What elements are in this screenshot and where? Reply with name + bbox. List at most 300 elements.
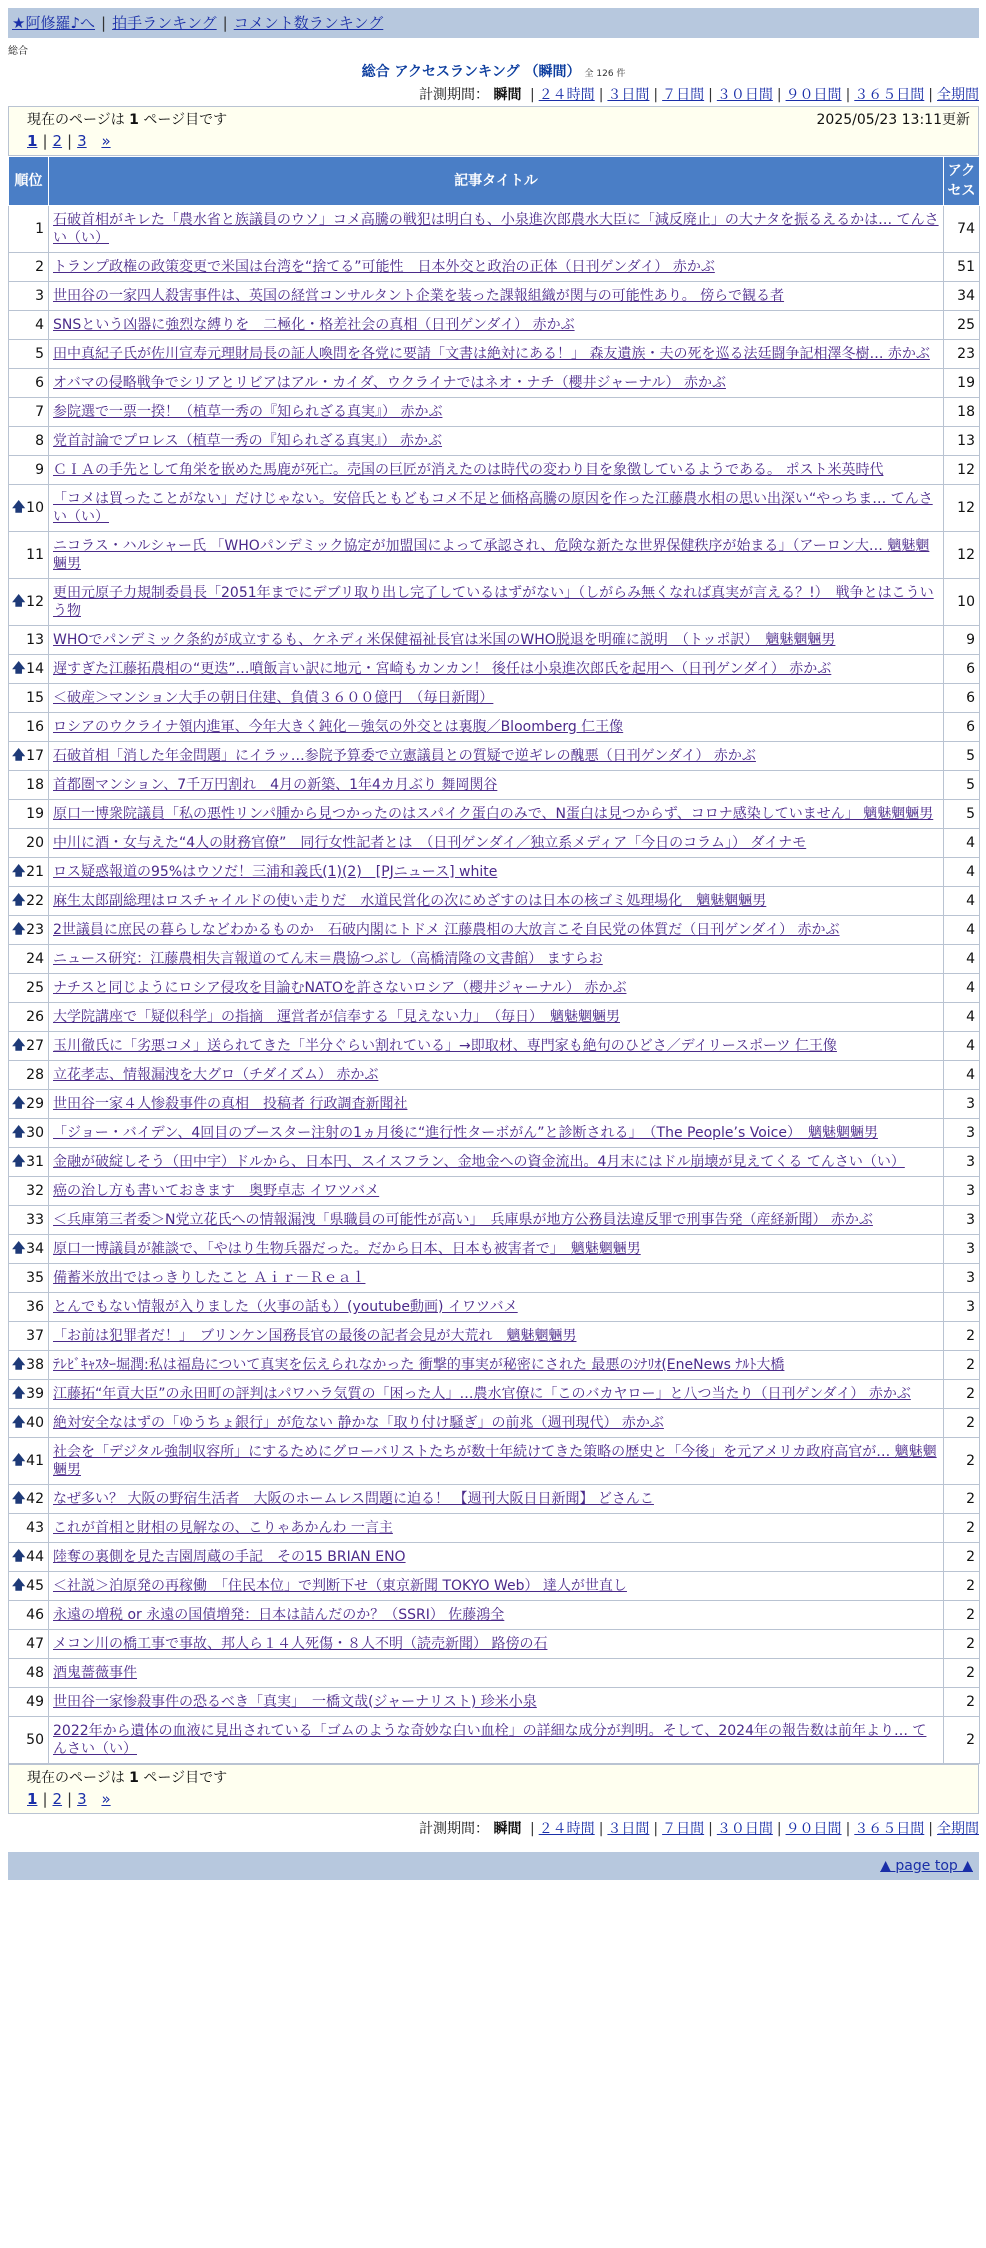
article-title-link[interactable]: 陸奪の裏側を見た吉園周蔵の手記 その15 BRIAN ENO bbox=[53, 1549, 406, 1565]
period-link[interactable]: ３０日間 bbox=[716, 87, 773, 103]
table-row bbox=[9, 771, 980, 800]
title-cell bbox=[49, 1293, 944, 1322]
access-count: 23 bbox=[944, 340, 980, 369]
rank-number: 2 bbox=[35, 259, 44, 275]
access-count: 13 bbox=[944, 427, 980, 456]
rank-number: 8 bbox=[35, 433, 44, 449]
article-title-link[interactable]: 立花孝志、情報漏洩を大グロ（チダイズム） 赤かぶ bbox=[53, 1067, 379, 1083]
period-current: 瞬間 bbox=[493, 1821, 522, 1837]
period-links-bottom bbox=[526, 1821, 979, 1837]
page-link-2[interactable]: 2 bbox=[52, 1790, 63, 1808]
up-arrow-icon: 🡅 bbox=[12, 893, 26, 908]
period-link[interactable]: ７日間 bbox=[662, 87, 705, 103]
title-cell bbox=[49, 1206, 944, 1235]
period-link[interactable]: ９０日間 bbox=[785, 87, 842, 103]
access-count: 2 bbox=[944, 1380, 980, 1409]
rank-number: 44 bbox=[26, 1549, 44, 1565]
table-row bbox=[9, 1235, 980, 1264]
title-cell bbox=[49, 1003, 944, 1032]
article-title-link[interactable]: 石破首相がキレた「農水省と族議員のウソ」コメ高騰の戦犯は明白も、小泉進次郎農水大臣に「減反廃止」の大ナタを振るえるかは… てんさい（い） bbox=[53, 212, 939, 246]
table-row bbox=[9, 485, 980, 532]
rank-number: 3 bbox=[35, 288, 44, 304]
article-title-link[interactable]: 石破首相「消した年金問題」にイラッ…参院予算委で立憲議員との質疑で逆ギレの醜悪（日刊ゲンダイ） 赤かぶ bbox=[53, 748, 756, 764]
rank-cell bbox=[9, 398, 49, 427]
nav-link-home[interactable]: ★阿修羅♪へ bbox=[12, 14, 96, 32]
rank-number: 13 bbox=[26, 632, 44, 648]
article-title-link[interactable]: ニコラス・ハルシャー氏 「WHOパンデミック協定が加盟国によって承認され、危険な新たな世界保健秩序が始まる」（アーロン大… 魑魅魍魎男 bbox=[53, 538, 930, 572]
article-title-link[interactable]: 田中真紀子氏が佐川宣寿元理財局長の証人喚問を各党に要請「文書は絶対にある！」 森友遺族・夫の死を巡る法廷闘争記相澤冬樹… 赤かぶ bbox=[53, 346, 930, 362]
rank-number: 47 bbox=[26, 1636, 44, 1652]
rank-cell bbox=[9, 626, 49, 655]
page-top-link[interactable]: ▲ page top ▲ bbox=[880, 1858, 973, 1874]
period-separator: | bbox=[708, 87, 713, 103]
title-cell bbox=[49, 311, 944, 340]
up-arrow-icon: 🡅 bbox=[12, 500, 26, 515]
col-header-count: アクセス bbox=[944, 157, 980, 206]
article-title-link[interactable]: SNSという凶器に強烈な縛りを 二極化・格差社会の真相（日刊ゲンダイ） 赤かぶ bbox=[53, 317, 575, 333]
article-title-link[interactable]: ＜兵庫第三者委＞N党立花氏への情報漏洩「県職員の可能性が高い」 兵庫県が地方公務員法違反罪で刑事告発（産経新聞） 赤かぶ bbox=[53, 1212, 873, 1228]
table-row bbox=[9, 945, 980, 974]
article-title-link[interactable]: ＣＩＡの手先として角栄を嵌めた馬鹿が死亡。売国の巨匠が消えたのは時代の変わり目を象徴しているようである。 ポスト米英時代 bbox=[53, 462, 884, 478]
period-links-top bbox=[526, 87, 979, 103]
access-count: 3 bbox=[944, 1235, 980, 1264]
rank-number: 45 bbox=[26, 1578, 44, 1594]
article-title-link[interactable]: 絶対安全なはずの「ゆうちょ銀行」が危ない 静かな「取り付け騒ぎ」の前兆（週刊現代） 赤かぶ bbox=[53, 1415, 664, 1431]
page-links-top bbox=[27, 130, 970, 152]
rank-number: 16 bbox=[26, 719, 44, 735]
access-count: 4 bbox=[944, 1061, 980, 1090]
access-count: 9 bbox=[944, 626, 980, 655]
rank-number: 41 bbox=[26, 1453, 44, 1469]
rank-cell bbox=[9, 916, 49, 945]
article-title-link[interactable]: 金融が破綻しそう（田中宇）ドルから、日本円、スイスフラン、金地金への資金流出。4月末にはドル崩壊が見えてくる てんさい（い） bbox=[53, 1154, 905, 1170]
title-cell bbox=[49, 1322, 944, 1351]
rank-number: 32 bbox=[26, 1183, 44, 1199]
top-nav-bar bbox=[8, 8, 979, 38]
article-title-link[interactable]: ロス疑惑報道の95%はウソだ！三浦和義氏(1)(2) [PJニュース] white bbox=[53, 864, 498, 880]
table-row bbox=[9, 253, 980, 282]
title-cell bbox=[49, 742, 944, 771]
page-link-1[interactable]: 1 bbox=[27, 1790, 38, 1808]
rank-cell bbox=[9, 253, 49, 282]
col-header-rank: 順位 bbox=[9, 157, 49, 206]
period-link[interactable]: ２４時間 bbox=[538, 1821, 595, 1837]
period-separator: | bbox=[708, 1821, 713, 1837]
rank-cell bbox=[9, 829, 49, 858]
period-separator: | bbox=[928, 1821, 933, 1837]
rank-number: 50 bbox=[26, 1732, 44, 1748]
period-link[interactable]: ９０日間 bbox=[785, 1821, 842, 1837]
rank-cell bbox=[9, 369, 49, 398]
rank-cell bbox=[9, 456, 49, 485]
rank-cell bbox=[9, 427, 49, 456]
table-row bbox=[9, 1543, 980, 1572]
table-row bbox=[9, 887, 980, 916]
title-cell bbox=[49, 398, 944, 427]
article-title-link[interactable]: ナチスと同じようにロシア侵攻を目論むNATOを許さないロシア（櫻井ジャーナル） 赤かぶ bbox=[53, 980, 627, 996]
rank-cell bbox=[9, 713, 49, 742]
period-separator: | bbox=[845, 87, 851, 103]
table-row bbox=[9, 829, 980, 858]
period-separator: | bbox=[598, 1821, 604, 1837]
title-cell bbox=[49, 369, 944, 398]
article-title-link[interactable]: ＜破産＞マンション大手の朝日住建、負債３６００億円 （毎日新聞） bbox=[53, 690, 494, 706]
table-row bbox=[9, 1177, 980, 1206]
title-cell bbox=[49, 655, 944, 684]
title-cell bbox=[49, 1659, 944, 1688]
table-row bbox=[9, 1032, 980, 1061]
title-cell bbox=[49, 456, 944, 485]
title-cell bbox=[49, 1717, 944, 1764]
article-title-link[interactable]: 備蓄米放出ではっきりしたこと Ａｉｒ－Ｒｅａｌ bbox=[53, 1270, 366, 1286]
page-link-1[interactable]: 1 bbox=[27, 132, 38, 150]
rank-number: 28 bbox=[26, 1067, 44, 1083]
article-title-link[interactable]: ロシアのウクライナ領内進軍、今年大きく鈍化－強気の外交とは裏腹／Bloomberg 仁王像 bbox=[53, 719, 624, 735]
rank-cell bbox=[9, 1293, 49, 1322]
rank-cell bbox=[9, 1264, 49, 1293]
rank-cell bbox=[9, 1601, 49, 1630]
rank-number: 9 bbox=[35, 462, 44, 478]
rank-cell bbox=[9, 1630, 49, 1659]
article-title-link[interactable]: 世田谷の一家四人殺害事件は、英国の経営コンサルタント企業を装った課報組織が関与の可能性あり。 傍らで観る者 bbox=[53, 288, 785, 304]
up-arrow-icon: 🡅 bbox=[12, 1241, 26, 1256]
period-separator: | bbox=[653, 87, 659, 103]
rank-cell bbox=[9, 340, 49, 369]
title-cell bbox=[49, 1543, 944, 1572]
table-row bbox=[9, 1119, 980, 1148]
period-link[interactable]: ３０日間 bbox=[716, 1821, 773, 1837]
article-title-link[interactable]: 中川に酒・女与えた“4人の財務官僚” 同行女性記者とは （日刊ゲンダイ／独立系メディア「今日のコラム」） ダイナモ bbox=[53, 835, 807, 851]
article-title-link[interactable]: 首都圏マンション、7千万円割れ 4月の新築、1年4カ月ぶり 舞岡関谷 bbox=[53, 777, 498, 793]
article-title-link[interactable]: 江藤拓“年貢大臣”の永田町の評判はパワハラ気質の「困った人」…農水官僚に「このバカヤロー」と八つ当たり（日刊ゲンダイ） 赤かぶ bbox=[53, 1386, 911, 1402]
article-title-link[interactable]: とんでもない情報が入りました（火事の話も）(youtube動画) イワツバメ bbox=[53, 1299, 518, 1315]
rank-cell bbox=[9, 887, 49, 916]
rank-number: 1 bbox=[35, 221, 44, 237]
title-cell bbox=[49, 945, 944, 974]
article-title-link[interactable]: 遅すぎた江藤拓農相の“更迭”…噴飯言い訳に地元・宮崎もカンカン！ 後任は小泉進次郎氏を起用へ（日刊ゲンダイ） 赤かぶ bbox=[53, 661, 832, 677]
access-count: 4 bbox=[944, 887, 980, 916]
table-row bbox=[9, 1264, 980, 1293]
rank-number: 11 bbox=[26, 547, 44, 563]
access-count: 4 bbox=[944, 829, 980, 858]
table-row bbox=[9, 579, 980, 626]
access-count: 2 bbox=[944, 1659, 980, 1688]
article-title-link[interactable]: 「お前は犯罪者だ！」 ブリンケン国務長官の最後の記者会見が大荒れ 魑魅魍魎男 bbox=[53, 1328, 577, 1344]
ranking-table bbox=[8, 156, 980, 1764]
rank-cell bbox=[9, 800, 49, 829]
rank-number: 46 bbox=[26, 1607, 44, 1623]
period-link[interactable]: ３６５日間 bbox=[854, 87, 925, 103]
article-title-link[interactable]: 世田谷一家惨殺事件の恐るべき「真実」 一橋文哉(ジャーナリスト) 珍米小泉 bbox=[53, 1694, 537, 1710]
up-arrow-icon: 🡅 bbox=[12, 922, 26, 937]
title-cell bbox=[49, 1485, 944, 1514]
title-cell bbox=[49, 1119, 944, 1148]
access-count: 51 bbox=[944, 253, 980, 282]
period-link[interactable]: ２４時間 bbox=[538, 87, 595, 103]
access-count: 6 bbox=[944, 684, 980, 713]
article-title-link[interactable]: 麻生太郎副総理はロスチャイルドの使い走りだ 水道民営化の次にめざすのは日本の核ゴミ処理場化 魑魅魍魎男 bbox=[53, 893, 767, 909]
rank-number: 30 bbox=[26, 1125, 44, 1141]
period-link[interactable]: ７日間 bbox=[662, 1821, 705, 1837]
next-page-link[interactable]: » bbox=[101, 1790, 111, 1808]
table-row bbox=[9, 713, 980, 742]
table-row bbox=[9, 340, 980, 369]
access-count: 5 bbox=[944, 800, 980, 829]
period-current: 瞬間 bbox=[493, 87, 522, 103]
rank-number: 20 bbox=[26, 835, 44, 851]
title-cell bbox=[49, 800, 944, 829]
article-title-link[interactable]: 党首討論でプロレス（植草一秀の『知られざる真実』） 赤かぶ bbox=[53, 433, 443, 449]
article-title-link[interactable]: ＜社説＞泊原発の再稼働 「住民本位」で判断下せ（東京新聞 TOKYO Web） 達人が世直し bbox=[53, 1578, 627, 1594]
article-title-link[interactable]: トランプ政権の政策変更で米国は台湾を“捨てる”可能性 日本外交と政治の正体（日刊ゲンダイ） 赤かぶ bbox=[53, 259, 715, 275]
title-cell bbox=[49, 1351, 944, 1380]
rank-cell bbox=[9, 771, 49, 800]
rank-cell bbox=[9, 1090, 49, 1119]
period-label: 計測期間： bbox=[419, 87, 490, 103]
page-separator-space bbox=[92, 132, 97, 150]
table-row bbox=[9, 858, 980, 887]
rank-cell bbox=[9, 1148, 49, 1177]
table-row bbox=[9, 1572, 980, 1601]
title-cell bbox=[49, 427, 944, 456]
page-separator: | bbox=[42, 132, 48, 150]
table-row bbox=[9, 369, 980, 398]
nav-link-applause-ranking[interactable]: 拍手ランキング bbox=[112, 14, 217, 32]
title-cell bbox=[49, 829, 944, 858]
period-separator: | bbox=[529, 87, 535, 103]
rank-cell bbox=[9, 1119, 49, 1148]
rank-number: 10 bbox=[26, 500, 44, 516]
table-row bbox=[9, 1438, 980, 1485]
access-count: 6 bbox=[944, 655, 980, 684]
rank-cell bbox=[9, 1514, 49, 1543]
article-title-link[interactable]: ニュース研究：江藤農相失言報道のてん末＝農協つぶし（高橋清隆の文書館） ますらお bbox=[53, 951, 603, 967]
article-title-link[interactable]: 社会を「デジタル強制収容所」にするためにグローバリストたちが数十年続けてきた策略の歴史と「今後」を元アメリカ政府高官が… 魑魅魍魎男 bbox=[53, 1444, 937, 1478]
article-title-link[interactable]: 永遠の増税 or 永遠の国債増発：日本は詰んだのか？（SSRI） 佐藤鴻全 bbox=[53, 1607, 505, 1623]
access-count: 3 bbox=[944, 1206, 980, 1235]
rank-number: 42 bbox=[26, 1491, 44, 1507]
title-cell bbox=[49, 579, 944, 626]
article-title-link[interactable]: 更田元原子力規制委員長「2051年までにデブリ取り出し完了しているはずがない」（しがらみ無くなれば真実が言える？!） 戦争とはこういう物 bbox=[53, 585, 934, 619]
rank-cell bbox=[9, 1380, 49, 1409]
rank-number: 33 bbox=[26, 1212, 44, 1228]
title-cell bbox=[49, 1514, 944, 1543]
page bbox=[8, 8, 979, 1880]
rank-number: 29 bbox=[26, 1096, 44, 1112]
up-arrow-icon: 🡅 bbox=[12, 1096, 26, 1111]
access-count: 34 bbox=[944, 282, 980, 311]
footer-bar bbox=[8, 1852, 979, 1880]
access-count: 3 bbox=[944, 1119, 980, 1148]
title-cell bbox=[49, 1032, 944, 1061]
access-count: 4 bbox=[944, 945, 980, 974]
access-count: 2 bbox=[944, 1322, 980, 1351]
page-link-2[interactable]: 2 bbox=[52, 132, 63, 150]
current-page-text: 現在のページは 1 ページ目です bbox=[27, 1770, 228, 1786]
rank-cell bbox=[9, 1322, 49, 1351]
access-count: 3 bbox=[944, 1264, 980, 1293]
table-row bbox=[9, 916, 980, 945]
period-selector-top bbox=[8, 84, 979, 106]
article-title-link[interactable]: 2022年から遺体の血液に見出されている「ゴムのような奇妙な白い血栓」の詳細な成分が判明。そして、2024年の報告数は前年より… てんさい（い） bbox=[53, 1723, 927, 1757]
rank-cell bbox=[9, 579, 49, 626]
up-arrow-icon: 🡅 bbox=[12, 864, 26, 879]
rank-number: 49 bbox=[26, 1694, 44, 1710]
period-link[interactable]: ３６５日間 bbox=[854, 1821, 925, 1837]
rank-number: 31 bbox=[26, 1154, 44, 1170]
article-title-link[interactable]: 参院選で一票一揆！（植草一秀の『知られざる真実』） 赤かぶ bbox=[53, 404, 443, 420]
title-cell bbox=[49, 713, 944, 742]
period-separator: | bbox=[653, 1821, 659, 1837]
period-separator: | bbox=[776, 1821, 782, 1837]
access-count: 3 bbox=[944, 1148, 980, 1177]
article-title-link[interactable]: 酒鬼薔薇事件 bbox=[53, 1665, 137, 1681]
table-row bbox=[9, 456, 980, 485]
table-row bbox=[9, 532, 980, 579]
rank-number: 4 bbox=[35, 317, 44, 333]
up-arrow-icon: 🡅 bbox=[12, 1357, 26, 1372]
article-title-link[interactable]: 世田谷一家４人惨殺事件の真相 投稿者 行政調査新聞社 bbox=[53, 1096, 408, 1112]
access-count: 3 bbox=[944, 1293, 980, 1322]
rank-number: 40 bbox=[26, 1415, 44, 1431]
table-row bbox=[9, 1061, 980, 1090]
table-row bbox=[9, 684, 980, 713]
article-title-link[interactable]: 2世議員に庶民の暮らしなどわかるものか 石破内閣にトドメ 江藤農相の大放言こそ自民党の体質だ（日刊ゲンダイ） 赤かぶ bbox=[53, 922, 840, 938]
access-count: 2 bbox=[944, 1717, 980, 1764]
page-link-3[interactable]: 3 bbox=[77, 1790, 87, 1808]
rank-number: 5 bbox=[35, 346, 44, 362]
article-title-link[interactable]: 原口一博議員が雑談で、「やはり生物兵器だった。だから日本、日本も被害者で」 魑魅魍魎男 bbox=[53, 1241, 641, 1257]
page-title-text: 総合 アクセスランキング （瞬間） bbox=[361, 64, 581, 80]
article-title-link[interactable]: WHOでパンデミック条約が成立するも、ケネディ米保健福祉長官は米国のWHO脱退を明確に説明 （トッポ訳） 魑魅魍魎男 bbox=[53, 632, 836, 648]
title-cell bbox=[49, 974, 944, 1003]
title-cell bbox=[49, 1601, 944, 1630]
title-cell bbox=[49, 1438, 944, 1485]
period-link[interactable]: 全期間 bbox=[937, 87, 979, 103]
title-cell bbox=[49, 1409, 944, 1438]
access-count: 3 bbox=[944, 1090, 980, 1119]
table-row bbox=[9, 1351, 980, 1380]
page-links-bottom bbox=[27, 1788, 970, 1810]
rank-cell bbox=[9, 532, 49, 579]
rank-cell bbox=[9, 1177, 49, 1206]
rank-number: 36 bbox=[26, 1299, 44, 1315]
access-count: 3 bbox=[944, 1177, 980, 1206]
table-row bbox=[9, 1293, 980, 1322]
title-cell bbox=[49, 282, 944, 311]
up-arrow-icon: 🡅 bbox=[12, 748, 26, 763]
access-count: 18 bbox=[944, 398, 980, 427]
table-row bbox=[9, 206, 980, 253]
col-header-title: 記事タイトル bbox=[49, 157, 944, 206]
period-link[interactable]: ３日間 bbox=[607, 87, 650, 103]
rank-cell bbox=[9, 655, 49, 684]
page-title bbox=[8, 62, 979, 82]
table-row bbox=[9, 398, 980, 427]
access-count: 25 bbox=[944, 311, 980, 340]
access-count: 4 bbox=[944, 916, 980, 945]
rank-number: 15 bbox=[26, 690, 44, 706]
article-title-link[interactable]: 「コメは買ったことがない」だけじゃない。安倍氏ともどもコメ不足と価格高騰の原因を作った江藤農水相の思い出深い“やっちま… てんさい（い） bbox=[53, 491, 933, 525]
rank-number: 6 bbox=[35, 375, 44, 391]
table-row bbox=[9, 626, 980, 655]
title-cell bbox=[49, 1148, 944, 1177]
table-row bbox=[9, 1514, 980, 1543]
rank-cell bbox=[9, 1717, 49, 1764]
rank-cell bbox=[9, 1659, 49, 1688]
rank-number: 19 bbox=[26, 806, 44, 822]
title-cell bbox=[49, 1061, 944, 1090]
title-cell bbox=[49, 626, 944, 655]
period-link[interactable]: ３日間 bbox=[607, 1821, 650, 1837]
article-title-link[interactable]: 大学院講座で「疑似科学」の指摘 運営者が信奉する「見えない力」 （毎日） 魑魅魍魎男 bbox=[53, 1009, 620, 1025]
ranking-table-body bbox=[9, 206, 980, 1764]
table-row bbox=[9, 1601, 980, 1630]
pager-top bbox=[8, 106, 979, 156]
article-title-link[interactable]: これが首相と財相の見解なの、こりゃあかんわ 一言主 bbox=[53, 1520, 393, 1536]
nav-link-comment-ranking[interactable]: コメント数ランキング bbox=[233, 14, 384, 32]
rank-number: 24 bbox=[26, 951, 44, 967]
access-count: 5 bbox=[944, 742, 980, 771]
table-row bbox=[9, 1409, 980, 1438]
up-arrow-icon: 🡅 bbox=[12, 661, 26, 676]
up-arrow-icon: 🡅 bbox=[12, 1386, 26, 1401]
period-separator: | bbox=[776, 87, 782, 103]
access-count: 6 bbox=[944, 713, 980, 742]
article-title-link[interactable]: なぜ多い？ 大阪の野宿生活者 大阪のホームレス問題に迫る！ 【週刊大阪日日新聞】 どさんこ bbox=[53, 1491, 654, 1507]
rank-cell bbox=[9, 1206, 49, 1235]
title-cell bbox=[49, 1688, 944, 1717]
table-row bbox=[9, 1003, 980, 1032]
title-cell bbox=[49, 771, 944, 800]
rank-cell bbox=[9, 206, 49, 253]
title-cell bbox=[49, 253, 944, 282]
rank-number: 25 bbox=[26, 980, 44, 996]
table-row bbox=[9, 1322, 980, 1351]
access-count: 2 bbox=[944, 1409, 980, 1438]
up-arrow-icon: 🡅 bbox=[12, 1125, 26, 1140]
article-title-link[interactable]: 癌の治し方も書いておきます 奥野卓志 イワツバメ bbox=[53, 1183, 380, 1199]
table-row bbox=[9, 1630, 980, 1659]
article-title-link[interactable]: 原口一博衆院議員「私の悪性リンパ腫から見つかったのはスパイク蛋白のみで、N蛋白は見つからず、コロナ感染していません」 魑魅魍魎男 bbox=[53, 806, 934, 822]
article-title-link[interactable]: 「ジョー・バイデン、4回目のブースター注射の1ヵ月後に“進行性ターボがん”と診断される」 （The People’s Voice） 魑魅魍魎男 bbox=[53, 1125, 878, 1141]
table-row bbox=[9, 311, 980, 340]
access-count: 2 bbox=[944, 1438, 980, 1485]
article-title-link[interactable]: ﾃﾚﾋﾞｷｬｽﾀｰ堀潤:私は福島について真実を伝えられなかった 衝撃的事実が秘密にされた 最悪のｼﾅﾘｵ(EneNews ﾅﾙﾄ大橋 bbox=[53, 1357, 785, 1373]
period-link[interactable]: 全期間 bbox=[937, 1821, 979, 1837]
article-title-link[interactable]: オバマの侵略戦争でシリアとリビアはアル・カイダ、ウクライナではネオ・ナチ（櫻井ジャーナル） 赤かぶ bbox=[53, 375, 726, 391]
table-row bbox=[9, 655, 980, 684]
article-title-link[interactable]: メコン川の橋工事で事故、邦人ら１４人死傷・８人不明（読売新聞） 路傍の石 bbox=[53, 1636, 548, 1652]
page-link-3[interactable]: 3 bbox=[77, 132, 87, 150]
access-count: 74 bbox=[944, 206, 980, 253]
pager-bottom bbox=[8, 1764, 979, 1814]
access-count: 2 bbox=[944, 1572, 980, 1601]
rank-cell bbox=[9, 1572, 49, 1601]
rank-number: 35 bbox=[26, 1270, 44, 1286]
title-cell bbox=[49, 1630, 944, 1659]
title-cell bbox=[49, 1572, 944, 1601]
period-label: 計測期間： bbox=[419, 1821, 490, 1837]
title-cell bbox=[49, 206, 944, 253]
next-page-link[interactable]: » bbox=[101, 132, 111, 150]
rank-number: 37 bbox=[26, 1328, 44, 1344]
nav-separator: | bbox=[101, 14, 107, 32]
rank-cell bbox=[9, 1003, 49, 1032]
title-cell bbox=[49, 532, 944, 579]
article-title-link[interactable]: 玉川徹氏に「劣悪コメ」送られてきた「半分ぐらい割れている」→即取材、専門家も絶句のひどさ／デイリースポーツ 仁王像 bbox=[53, 1038, 837, 1054]
rank-cell bbox=[9, 1485, 49, 1514]
